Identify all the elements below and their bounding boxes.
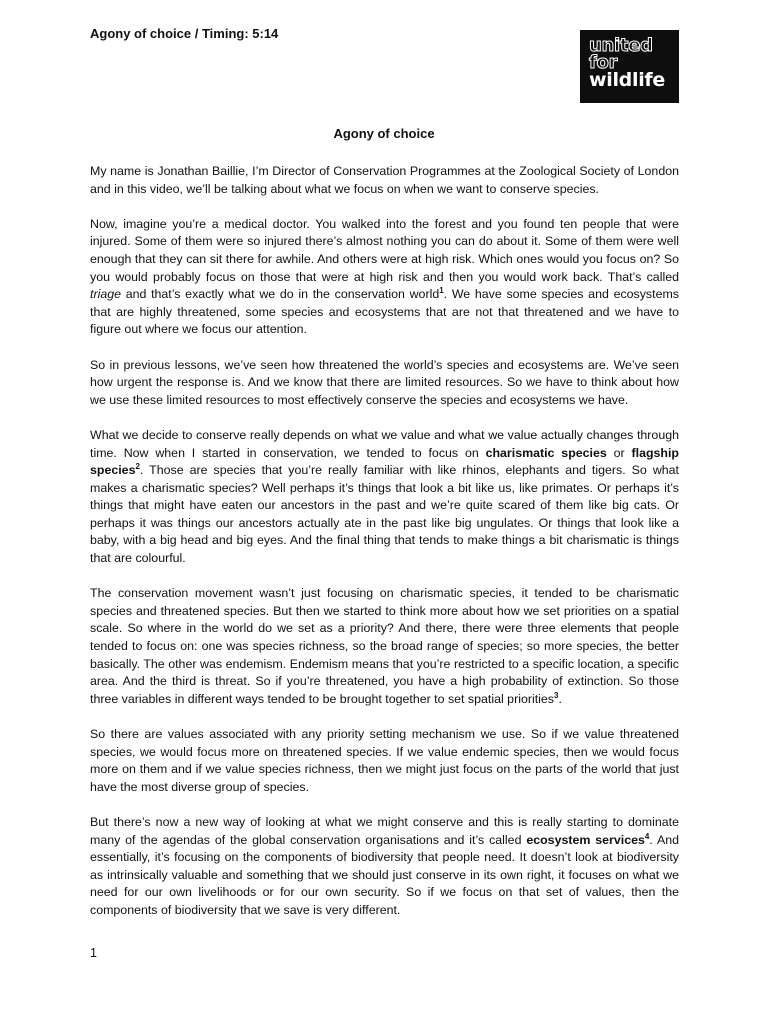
footnote-ref-3: 3	[554, 690, 559, 700]
paragraph-4	[90, 427, 679, 568]
paragraph-4-text-c: . Those are species that you’re really familiar with like rhinos, elephants and tigers. So what makes a charismatic species? Well perhaps it’s things that look a bit like us, like primates. Or perhaps it’s things that might have eaten our ancestors in the past and we’re quite scared of them like big cats. Or perhaps it was things our ancestors actually ate in the past like big ungulates. Or things that look like a baby, with a big head and big eyes. And the final thing that tends to make things a bit charismatic is things that are colourful.	[90, 463, 679, 566]
paragraph-7-text-a: But there’s now a new way of looking at what we might conserve and this is really starting to dominate many of the agendas of the global conservation organisations and it’s called	[90, 814, 679, 847]
paragraph-5-text-b: .	[558, 691, 562, 706]
paragraph-1: My name is Jonathan Baillie, I’m Director of Conservation Programmes at the Zoological Society of London and in this video, we’ll be talking about what we focus on when we want to conserve species.	[90, 164, 679, 196]
footnote-ref-1: 1	[439, 286, 444, 296]
logo-line-united: united	[589, 35, 653, 56]
united-for-wildlife-logo	[580, 30, 679, 103]
document-body	[90, 163, 679, 937]
paragraph-2-text-a: Now, imagine you’re a medical doctor. You walked into the forest and you found ten people that were injured. Some of them were so injured there’s almost nothing you can do about it. Some of them were well enough that they can sit there for awhile. And others were at high risk. Which ones would you focus on? So you would probably focus on those that were at high risk and then you would work back. That’s called	[90, 216, 679, 284]
document-title: Agony of choice	[333, 126, 435, 141]
footnote-ref-4: 4	[644, 831, 650, 841]
paragraph-2-text-c: . We have some species and ecosystems that are highly threatened, some species and ecosystems that are not that threatened and we have to figure out where we focus our attention.	[90, 287, 679, 337]
paragraph-5-text-a: The conservation movement wasn’t just focusing on charismatic species, it tended to be charismatic species and threatened species. But then we started to think more about how we set priorities on a spatial scale. So where in the world do we set as a priority? And there, there were three elements that people tended to focus on: one was species richness, so the broad range of species; so more species, the better basically. The other was endemism. Endemism means that you’re restricted to a specific location, a specific area. And the third is threat. So if you’re threatened, you have a high probability of extinction. So those three variables in different ways tended to be brought together to set spatial priorities	[90, 586, 679, 706]
logo-line-wildlife: wildlife	[589, 69, 665, 91]
paragraph-3: So in previous lessons, we’ve seen how threatened the world’s species and ecosystems are. We’ve seen how urgent the response is. And we know that there are limited resources. So we have to think about how we use these limited resources to most effectively conserve the species and ecosystems we have.	[90, 357, 679, 407]
paragraph-2	[90, 216, 679, 339]
term-triage: triage	[90, 287, 121, 302]
footnote-ref-2: 2	[135, 461, 140, 471]
document-header: Agony of choice / Timing: 5:14	[90, 26, 279, 41]
paragraph-5	[90, 585, 679, 708]
logo-line-for: for	[589, 52, 618, 73]
paragraph-4-text-a: What we decide to conserve really depends on what we value and what we value actually changes through time. Now when I started in conservation, we tended to focus on	[90, 427, 679, 460]
paragraph-6: So there are values associated with any priority setting mechanism we use. So if we value threatened species, we would focus more on threatened species. If we value endemic species, then we would focus more on them and if we value species richness, then we might just focus on the parts of the world that just have the most diverse group of species.	[90, 727, 679, 794]
term-charismatic-species: charismatic species	[485, 445, 607, 460]
paragraph-7-text-b: . And essentially, it’s focusing on the components of biodiversity that people need. It doesn’t look at biodiversity as intrinsically valuable and something that we should just conserve in its own right, it focuses on what we need for our own livelihoods or for our own security. So if we focus on that set of values, then the components of biodiversity that we save is very different.	[90, 832, 679, 917]
term-flagship-species: flagship species	[90, 445, 679, 478]
page-number: 1	[90, 946, 97, 960]
term-ecosystem-services: ecosystem services	[526, 832, 645, 847]
paragraph-7	[90, 814, 679, 920]
paragraph-2-text-b: and that’s exactly what we do in the conservation world	[121, 287, 440, 302]
paragraph-4-text-b: or	[606, 445, 632, 460]
